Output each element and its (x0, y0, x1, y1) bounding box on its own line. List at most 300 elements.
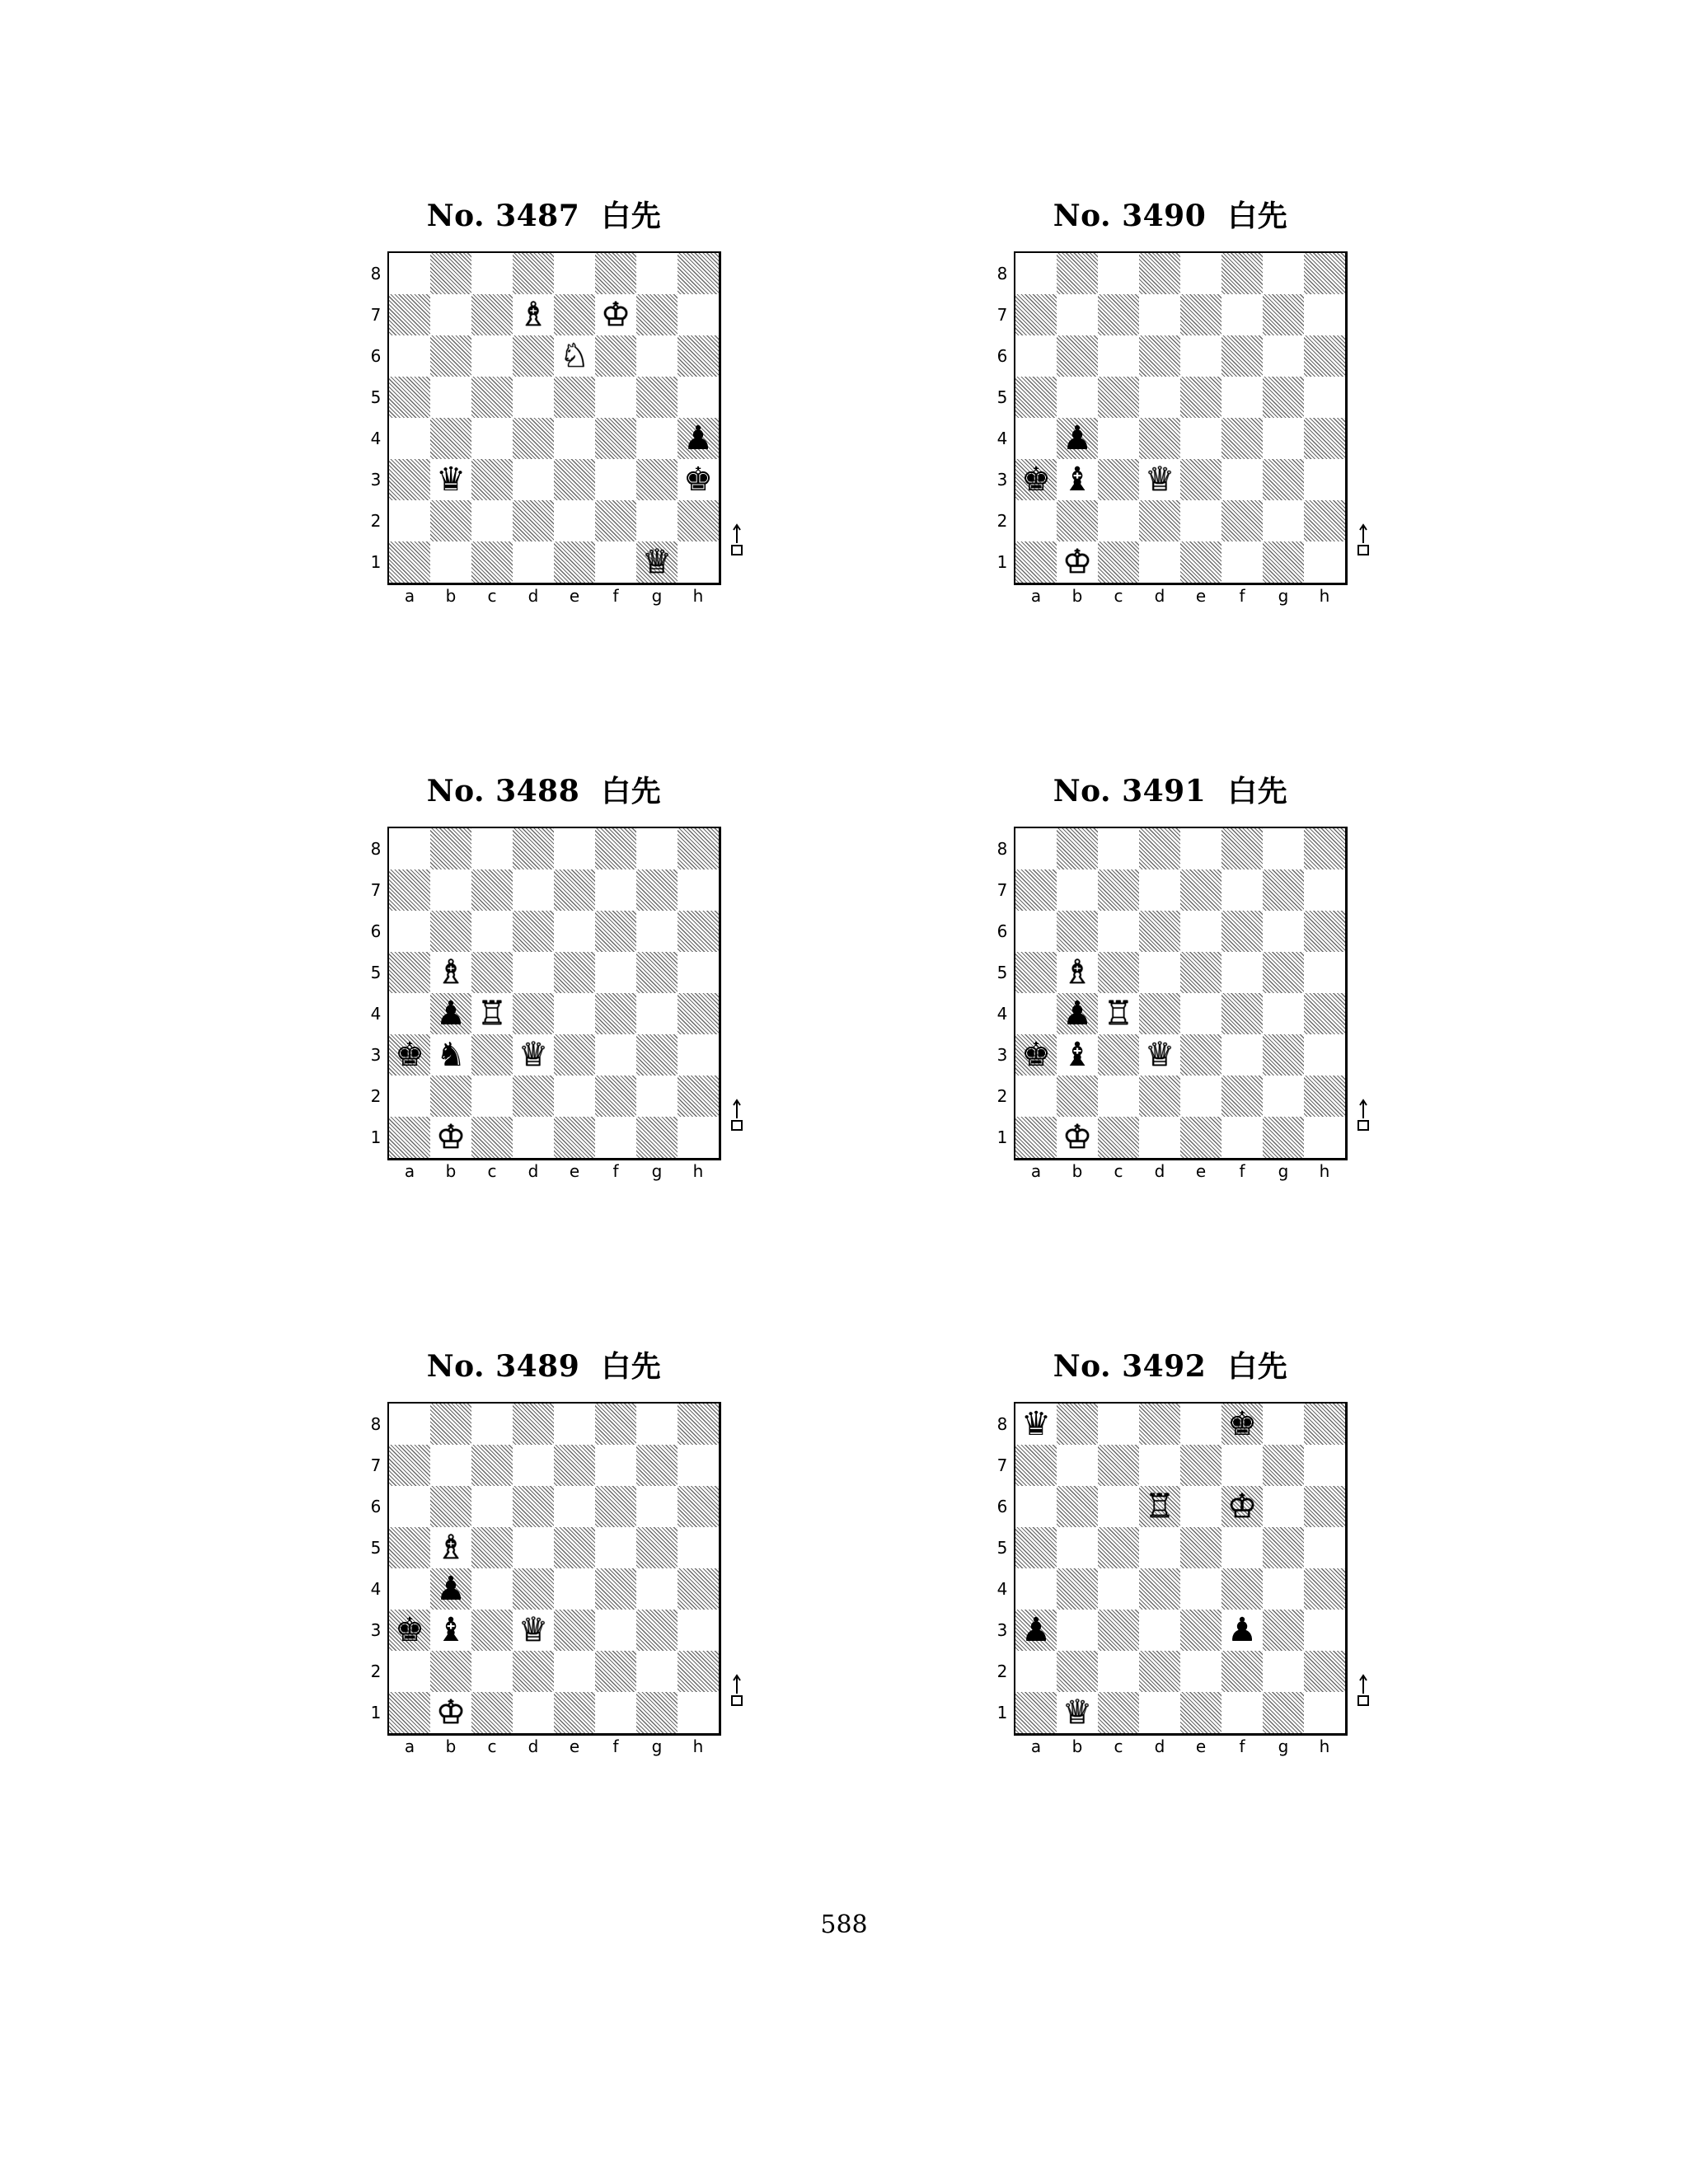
square-e8 (1180, 828, 1221, 869)
square-g8 (1263, 253, 1304, 294)
square-a7 (389, 869, 430, 911)
square-e7 (1180, 294, 1221, 335)
rank-label: 5 (370, 963, 382, 982)
rank-label: 4 (996, 1004, 1008, 1024)
square-g2 (636, 500, 678, 541)
square-f8 (1221, 828, 1263, 869)
file-label: f (612, 1736, 619, 1756)
file-label: e (1195, 1161, 1207, 1181)
rank-label: 3 (370, 1045, 382, 1065)
file-label: g (651, 1161, 663, 1181)
square-d2 (1139, 500, 1180, 541)
square-d7 (1139, 869, 1180, 911)
square-e4 (554, 1568, 595, 1610)
square-h8 (1304, 828, 1345, 869)
square-e4 (554, 993, 595, 1034)
square-a4 (1015, 1568, 1057, 1610)
square-f6 (1221, 911, 1263, 952)
file-label: a (1030, 1736, 1042, 1756)
square-a6 (1015, 335, 1057, 377)
square-f3 (1221, 459, 1263, 500)
puzzle-number: No. 3490 (1053, 199, 1207, 233)
square-d8 (1139, 1404, 1180, 1445)
square-g6 (1263, 1486, 1304, 1527)
white-queen-icon: ♕ (518, 1036, 548, 1074)
square-d2 (1139, 1651, 1180, 1692)
file-label: d (528, 586, 539, 606)
black-bishop-icon: ♝ (436, 1611, 466, 1649)
rank-label: 2 (996, 1086, 1008, 1106)
white-bishop-icon: ♗ (1062, 954, 1092, 991)
square-c3 (471, 1610, 513, 1651)
puzzle-number: No. 3491 (1053, 774, 1207, 808)
file-label: g (1278, 586, 1289, 606)
rank-label: 5 (996, 1538, 1008, 1558)
square-d6 (1139, 911, 1180, 952)
square-b6 (1057, 911, 1098, 952)
square-f3 (595, 1610, 636, 1651)
square-d5 (513, 1527, 554, 1568)
square-e3 (1180, 1610, 1221, 1651)
square-h4 (1304, 993, 1345, 1034)
square-f5 (1221, 1527, 1263, 1568)
file-label: e (569, 1736, 580, 1756)
square-e2 (1180, 1651, 1221, 1692)
square-e1 (1180, 541, 1221, 583)
square-a5 (1015, 1527, 1057, 1568)
square-h7 (1304, 1445, 1345, 1486)
square-c6 (1098, 1486, 1139, 1527)
square-b6 (1057, 1486, 1098, 1527)
square-g6 (1263, 911, 1304, 952)
square-c8 (471, 828, 513, 869)
square-b7 (430, 294, 471, 335)
square-a6 (1015, 911, 1057, 952)
square-a4 (389, 418, 430, 459)
square-d5 (1139, 1527, 1180, 1568)
rank-label: 2 (370, 511, 382, 531)
rank-label: 2 (996, 511, 1008, 531)
square-f8 (595, 828, 636, 869)
square-c8 (1098, 1404, 1139, 1445)
square-e5 (554, 377, 595, 418)
square-c2 (471, 500, 513, 541)
square-e6 (554, 1486, 595, 1527)
square-e1 (554, 1692, 595, 1733)
square-a1 (389, 1692, 430, 1733)
side-to-move: 白先 (601, 199, 662, 233)
square-d8 (513, 253, 554, 294)
black-pawn-icon: ♟ (1062, 995, 1092, 1033)
square-g3 (636, 1610, 678, 1651)
square-h6 (678, 1486, 719, 1527)
black-king-icon: ♚ (683, 461, 713, 499)
square-h6 (1304, 335, 1345, 377)
rank-label: 4 (370, 1004, 382, 1024)
square-e5 (1180, 952, 1221, 993)
square-e6 (1180, 1486, 1221, 1527)
file-label: d (528, 1161, 539, 1181)
square-d8 (513, 1404, 554, 1445)
rank-label: 3 (996, 470, 1008, 490)
square-c2 (1098, 1651, 1139, 1692)
square-e1 (1180, 1117, 1221, 1158)
square-f6 (595, 1486, 636, 1527)
square-g1 (1263, 1692, 1304, 1733)
square-g2 (1263, 1651, 1304, 1692)
square-g7 (636, 294, 678, 335)
square-e8 (1180, 1404, 1221, 1445)
square-d8 (513, 828, 554, 869)
white-king-icon: ♔ (601, 296, 631, 334)
square-h7 (1304, 869, 1345, 911)
square-e8 (554, 1404, 595, 1445)
rank-label: 4 (996, 1579, 1008, 1599)
white-bishop-icon: ♗ (436, 1529, 466, 1567)
square-h8 (1304, 253, 1345, 294)
square-c2 (1098, 1076, 1139, 1117)
square-g1 (1263, 541, 1304, 583)
square-b2 (430, 500, 471, 541)
square-b6 (430, 1486, 471, 1527)
square-b8 (1057, 828, 1098, 869)
square-a5 (1015, 377, 1057, 418)
rank-label: 4 (370, 1579, 382, 1599)
square-h2 (678, 1651, 719, 1692)
square-f1 (595, 541, 636, 583)
square-h2 (678, 1076, 719, 1117)
square-c2 (471, 1076, 513, 1117)
square-c1 (471, 1692, 513, 1733)
square-f5 (595, 1527, 636, 1568)
square-f8 (595, 253, 636, 294)
square-f4 (595, 993, 636, 1034)
square-a2 (389, 500, 430, 541)
square-a7 (389, 294, 430, 335)
square-c2 (471, 1651, 513, 1692)
rank-label: 4 (996, 429, 1008, 448)
square-d8 (1139, 828, 1180, 869)
black-pawn-icon: ♟ (436, 995, 466, 1033)
rank-label: 7 (370, 305, 382, 325)
square-f4 (595, 418, 636, 459)
file-label: g (1278, 1161, 1289, 1181)
file-label: h (1319, 1161, 1330, 1181)
puzzle-title (330, 1348, 758, 1385)
puzzle-title (956, 1348, 1385, 1385)
rank-label: 1 (996, 552, 1008, 572)
square-a2 (1015, 500, 1057, 541)
square-e8 (1180, 253, 1221, 294)
square-c3 (471, 459, 513, 500)
square-f5 (1221, 377, 1263, 418)
square-d1 (1139, 1692, 1180, 1733)
side-to-move-arrow-icon (1357, 1099, 1370, 1132)
file-label: e (1195, 1736, 1207, 1756)
square-g8 (636, 1404, 678, 1445)
square-f7 (1221, 1445, 1263, 1486)
square-g4 (1263, 418, 1304, 459)
white-king-icon: ♔ (1227, 1488, 1257, 1526)
square-e6 (1180, 911, 1221, 952)
square-g3 (636, 1034, 678, 1076)
puzzle-title (956, 198, 1385, 235)
black-pawn-icon: ♟ (1062, 419, 1092, 457)
square-b2 (1057, 1076, 1098, 1117)
file-label: a (1030, 1161, 1042, 1181)
square-g7 (1263, 869, 1304, 911)
square-f2 (1221, 1076, 1263, 1117)
puzzle-number: No. 3492 (1053, 1349, 1207, 1384)
rank-label: 6 (370, 1497, 382, 1516)
file-label: b (1071, 586, 1083, 606)
square-c6 (471, 911, 513, 952)
black-queen-icon: ♛ (1021, 1405, 1051, 1443)
square-d4 (1139, 993, 1180, 1034)
square-f6 (595, 911, 636, 952)
file-label: a (404, 1161, 415, 1181)
square-g7 (1263, 294, 1304, 335)
rank-label: 8 (370, 264, 382, 284)
square-d4 (513, 1568, 554, 1610)
square-a1 (389, 541, 430, 583)
square-f7 (1221, 869, 1263, 911)
white-king-icon: ♔ (1062, 1118, 1092, 1156)
square-f5 (595, 377, 636, 418)
square-a5 (389, 1527, 430, 1568)
puzzle-title (956, 773, 1385, 810)
square-g6 (636, 335, 678, 377)
square-e8 (554, 828, 595, 869)
square-b8 (1057, 1404, 1098, 1445)
square-d5 (1139, 377, 1180, 418)
square-b8 (430, 1404, 471, 1445)
square-e2 (1180, 1076, 1221, 1117)
square-e4 (1180, 1568, 1221, 1610)
square-b7 (1057, 869, 1098, 911)
file-label: f (612, 1161, 619, 1181)
square-g7 (636, 1445, 678, 1486)
square-e3 (1180, 1034, 1221, 1076)
square-b2 (430, 1651, 471, 1692)
square-e1 (554, 1117, 595, 1158)
square-g4 (636, 993, 678, 1034)
square-e2 (1180, 500, 1221, 541)
square-c5 (1098, 952, 1139, 993)
rank-label: 7 (996, 305, 1008, 325)
square-d6 (513, 335, 554, 377)
square-h3 (678, 1610, 719, 1651)
square-c6 (471, 335, 513, 377)
square-a8 (389, 828, 430, 869)
square-a8 (1015, 253, 1057, 294)
square-e3 (554, 1610, 595, 1651)
square-a8 (389, 1404, 430, 1445)
square-f1 (595, 1117, 636, 1158)
white-rook-icon: ♖ (1104, 995, 1133, 1033)
square-e4 (1180, 418, 1221, 459)
square-c1 (1098, 541, 1139, 583)
black-king-icon: ♚ (1021, 461, 1051, 499)
square-c3 (471, 1034, 513, 1076)
square-g5 (636, 377, 678, 418)
rank-label: 5 (370, 387, 382, 407)
square-c7 (471, 869, 513, 911)
file-label: c (487, 586, 497, 606)
square-c6 (471, 1486, 513, 1527)
square-h4 (678, 1568, 719, 1610)
side-to-move-arrow-icon (1357, 523, 1370, 556)
square-b4 (430, 418, 471, 459)
rank-label: 3 (996, 1045, 1008, 1065)
square-h1 (678, 1692, 719, 1733)
square-c8 (471, 1404, 513, 1445)
square-h6 (1304, 911, 1345, 952)
square-f4 (1221, 418, 1263, 459)
square-d4 (513, 993, 554, 1034)
square-f1 (1221, 1117, 1263, 1158)
file-label: b (445, 1161, 457, 1181)
square-d6 (513, 1486, 554, 1527)
square-f3 (595, 1034, 636, 1076)
square-g4 (1263, 993, 1304, 1034)
square-g2 (1263, 500, 1304, 541)
square-a2 (1015, 1651, 1057, 1692)
white-bishop-icon: ♗ (436, 954, 466, 991)
square-b7 (430, 869, 471, 911)
square-f3 (1221, 1034, 1263, 1076)
square-b2 (1057, 1651, 1098, 1692)
square-a4 (389, 1568, 430, 1610)
square-a2 (389, 1076, 430, 1117)
square-h5 (678, 952, 719, 993)
square-e5 (1180, 377, 1221, 418)
file-label: h (1319, 586, 1330, 606)
square-c5 (1098, 377, 1139, 418)
square-f2 (595, 1076, 636, 1117)
rank-label: 8 (996, 839, 1008, 859)
square-d7 (513, 1445, 554, 1486)
square-h6 (1304, 1486, 1345, 1527)
rank-label: 3 (996, 1620, 1008, 1640)
square-g4 (636, 418, 678, 459)
square-d3 (1139, 1610, 1180, 1651)
chess-board (1014, 1402, 1348, 1736)
square-f2 (1221, 1651, 1263, 1692)
square-e3 (1180, 459, 1221, 500)
square-g8 (1263, 1404, 1304, 1445)
square-d2 (513, 500, 554, 541)
white-rook-icon: ♖ (1145, 1488, 1175, 1526)
square-d7 (1139, 1445, 1180, 1486)
square-g1 (636, 1117, 678, 1158)
square-d7 (513, 869, 554, 911)
square-e4 (554, 418, 595, 459)
file-label: c (487, 1161, 497, 1181)
square-h3 (1304, 459, 1345, 500)
puzzle-title (330, 773, 758, 810)
rank-label: 3 (370, 470, 382, 490)
square-d4 (1139, 1568, 1180, 1610)
file-label: f (612, 586, 619, 606)
white-bishop-icon: ♗ (518, 296, 548, 334)
file-label: a (404, 1736, 415, 1756)
square-d7 (1139, 294, 1180, 335)
square-d5 (513, 377, 554, 418)
square-g4 (636, 1568, 678, 1610)
square-g5 (636, 1527, 678, 1568)
file-label: c (1114, 1736, 1123, 1756)
square-c1 (471, 541, 513, 583)
rank-label: 8 (370, 839, 382, 859)
black-pawn-icon: ♟ (1021, 1611, 1051, 1649)
square-a7 (389, 1445, 430, 1486)
chess-board (387, 1402, 721, 1736)
puzzle-number: No. 3489 (426, 1349, 580, 1384)
square-a8 (1015, 828, 1057, 869)
rank-label: 5 (996, 963, 1008, 982)
square-c7 (471, 294, 513, 335)
square-e7 (1180, 869, 1221, 911)
square-e1 (1180, 1692, 1221, 1733)
square-f4 (1221, 993, 1263, 1034)
white-queen-icon: ♕ (518, 1611, 548, 1649)
square-b1 (430, 541, 471, 583)
side-to-move: 白先 (1227, 199, 1288, 233)
square-b5 (1057, 1527, 1098, 1568)
square-c7 (471, 1445, 513, 1486)
rank-label: 6 (996, 921, 1008, 941)
chess-board (387, 251, 721, 585)
square-g6 (636, 911, 678, 952)
rank-label: 6 (996, 346, 1008, 366)
square-e7 (554, 294, 595, 335)
file-label: b (445, 586, 457, 606)
square-h4 (678, 993, 719, 1034)
square-d1 (1139, 1117, 1180, 1158)
square-f6 (1221, 335, 1263, 377)
white-queen-icon: ♕ (1145, 461, 1175, 499)
file-label: d (1154, 586, 1165, 606)
square-d1 (1139, 541, 1180, 583)
square-e3 (554, 459, 595, 500)
file-label: g (651, 1736, 663, 1756)
black-pawn-icon: ♟ (436, 1570, 466, 1608)
square-c2 (1098, 500, 1139, 541)
rank-label: 1 (996, 1703, 1008, 1722)
side-to-move-arrow-icon (730, 1099, 743, 1132)
file-label: h (692, 1736, 704, 1756)
square-a6 (389, 911, 430, 952)
square-e6 (1180, 335, 1221, 377)
rank-label: 3 (370, 1620, 382, 1640)
square-a4 (1015, 993, 1057, 1034)
square-g5 (1263, 952, 1304, 993)
square-a5 (1015, 952, 1057, 993)
rank-label: 2 (370, 1086, 382, 1106)
square-f1 (1221, 1692, 1263, 1733)
square-f2 (1221, 500, 1263, 541)
square-g3 (636, 459, 678, 500)
square-e7 (1180, 1445, 1221, 1486)
puzzle-number: No. 3488 (426, 774, 580, 808)
square-f1 (595, 1692, 636, 1733)
square-c4 (471, 418, 513, 459)
square-e7 (554, 869, 595, 911)
rank-label: 5 (996, 387, 1008, 407)
black-pawn-icon: ♟ (683, 419, 713, 457)
black-king-icon: ♚ (1021, 1036, 1051, 1074)
